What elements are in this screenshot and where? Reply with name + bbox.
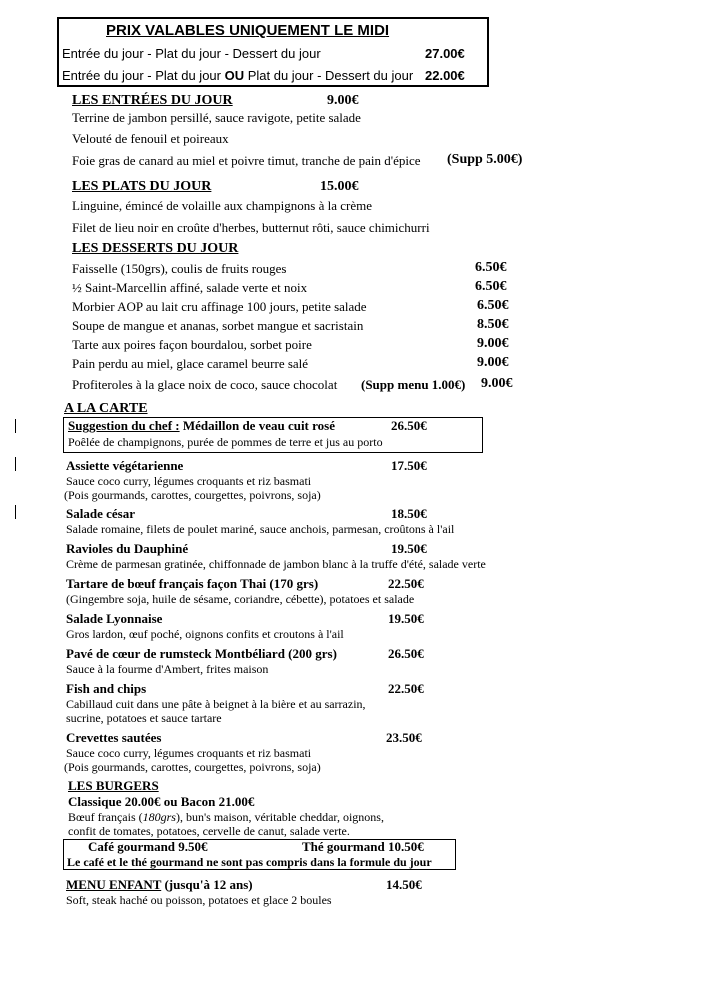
enfant-label: MENU ENFANT: [66, 877, 162, 892]
dessert-item: Faisselle (150grs), coulis de fruits rouges: [72, 261, 287, 276]
formula-2-label-a: Entrée du jour - Plat du jour: [62, 68, 225, 83]
burgers-subtitle: Classique 20.00€ ou Bacon 21.00€: [68, 794, 255, 809]
burgers-title: LES BURGERS: [68, 778, 159, 793]
enfant-price: 14.50€: [386, 877, 422, 892]
formula-1-price: 27.00€: [425, 46, 465, 61]
dessert-price: 8.50€: [477, 317, 509, 332]
dessert-price: 6.50€: [477, 298, 509, 313]
plat-item: Linguine, émincé de volaille aux champignons à la crème: [72, 198, 372, 213]
dish-desc: Sauce coco curry, légumes croquants et riz basmati: [66, 746, 312, 760]
dish-desc: (Pois gourmands, carottes, courgettes, poivrons, soja): [64, 760, 321, 774]
dessert-item: Profiteroles à la glace noix de coco, sauce chocolat: [72, 377, 338, 392]
dish-desc: Crème de parmesan gratinée, chiffonnade de jambon blanc à la truffe d'été, salade verte: [66, 557, 486, 571]
suggestion-name: Médaillon de veau cuit rosé: [179, 418, 335, 433]
formula-2-label: [62, 68, 413, 83]
plats-price: 15.00€: [320, 179, 359, 194]
formula-2-label-b: Plat du jour - Dessert du jour: [244, 68, 414, 83]
burgers-desc-a: Bœuf français (: [68, 810, 143, 824]
the-gourmand: Thé gourmand 10.50€: [302, 839, 424, 854]
dish-price: 23.50€: [386, 730, 422, 745]
dish-price: 19.50€: [388, 611, 424, 626]
burgers-desc: [68, 810, 384, 825]
plats-title: LES PLATS DU JOUR: [72, 179, 212, 194]
suggestion-desc: Poêlée de champignons, purée de pommes de terre et jus au porto: [68, 435, 383, 449]
dessert-item: Pain perdu au miel, glace caramel beurre salé: [72, 356, 309, 371]
dessert-item: Tarte aux poires façon bourdalou, sorbet poire: [72, 337, 312, 352]
enfant-age: (jusqu'à 12 ans): [161, 877, 253, 892]
dish-desc: Gros lardon, œuf poché, oignons confits et croutons à l'ail: [66, 627, 344, 641]
dessert-item: Morbier AOP au lait cru affinage 100 jours, petite salade: [72, 299, 367, 314]
carte-title: A LA CARTE: [64, 401, 148, 416]
entree-item: Terrine de jambon persillé, sauce ravigote, petite salade: [72, 110, 361, 125]
burgers-desc-weight: 180grs: [142, 810, 176, 824]
dessert-price: 9.00€: [477, 355, 509, 370]
gourmand-note: Le café et le thé gourmand ne sont pas compris dans la formule du jour: [67, 855, 432, 869]
formula-2-price: 22.00€: [425, 68, 465, 83]
dish-desc: Salade romaine, filets de poulet mariné, sauce anchois, parmesan, croûtons à l'ail: [66, 522, 455, 536]
dish-price: 18.50€: [391, 506, 427, 521]
dessert-price: 9.00€: [481, 376, 513, 391]
burgers-desc-2: confit de tomates, potatoes, cervelle de canut, salade verte.: [68, 824, 350, 838]
entree-supplement: (Supp 5.00€): [447, 152, 523, 167]
dish-name: Salade Lyonnaise: [66, 611, 163, 626]
dish-desc: (Pois gourmands, carottes, courgettes, poivrons, soja): [64, 488, 321, 502]
dish-price: 19.50€: [391, 541, 427, 556]
enfant-title: [66, 877, 253, 893]
formula-2-or: OU: [224, 68, 245, 83]
dish-price: 22.50€: [388, 576, 424, 591]
dish-price: 26.50€: [388, 646, 424, 661]
dish-desc: (Gingembre soja, huile de sésame, coriandre, cébette), potatoes et salade: [66, 592, 415, 606]
dish-desc: Sauce coco curry, légumes croquants et riz basmati: [66, 474, 312, 488]
desserts-title: LES DESSERTS DU JOUR: [72, 241, 239, 256]
margin-tick: [15, 419, 16, 433]
dish-desc: Cabillaud cuit dans une pâte à beignet à la bière et au sarrazin,: [66, 697, 366, 711]
dish-name: Assiette végétarienne: [66, 458, 184, 473]
formula-1-label: Entrée du jour - Plat du jour - Dessert du jour: [62, 46, 321, 61]
dish-name: Crevettes sautées: [66, 730, 162, 745]
entrees-price: 9.00€: [327, 93, 359, 108]
dessert-price: 9.00€: [477, 336, 509, 351]
entree-item: Velouté de fenouil et poireaux: [72, 131, 229, 146]
suggestion-label: Suggestion du chef :: [68, 418, 180, 433]
dish-price: 22.50€: [388, 681, 424, 696]
burgers-desc-b: ), bun's maison, véritable cheddar, oignons,: [175, 810, 384, 824]
dish-name: Salade césar: [66, 506, 135, 521]
margin-tick: [15, 457, 16, 471]
dessert-item: ½ Saint-Marcellin affiné, salade verte et noix: [72, 280, 308, 295]
entree-item: Foie gras de canard au miel et poivre timut, tranche de pain d'épice: [72, 153, 421, 168]
suggestion-title: [68, 418, 335, 434]
dish-name: Tartare de bœuf français façon Thai (170 grs): [66, 576, 319, 591]
dish-desc: sucrine, potatoes et sauce tartare: [66, 711, 222, 725]
dish-name: Ravioles du Dauphiné: [66, 541, 189, 556]
dish-name: Pavé de cœur de rumsteck Montbéliard (200 grs): [66, 646, 337, 661]
plat-item: Filet de lieu noir en croûte d'herbes, butternut rôti, sauce chimichurri: [72, 220, 430, 235]
suggestion-price: 26.50€: [391, 418, 427, 433]
midi-title: PRIX VALABLES UNIQUEMENT LE MIDI: [106, 22, 390, 39]
entrees-title: LES ENTRÉES DU JOUR: [72, 93, 233, 108]
dish-desc: Sauce à la fourme d'Ambert, frites maison: [66, 662, 269, 676]
cafe-gourmand: Café gourmand 9.50€: [88, 839, 208, 854]
dessert-price: 6.50€: [475, 279, 507, 294]
dish-price: 17.50€: [391, 458, 427, 473]
enfant-desc: Soft, steak haché ou poisson, potatoes et glace 2 boules: [66, 893, 332, 907]
dessert-price: 6.50€: [475, 260, 507, 275]
margin-tick: [15, 505, 16, 519]
dish-name: Fish and chips: [66, 681, 147, 696]
dessert-supplement: (Supp menu 1.00€): [361, 377, 466, 392]
dessert-item: Soupe de mangue et ananas, sorbet mangue et sacristain: [72, 318, 364, 333]
